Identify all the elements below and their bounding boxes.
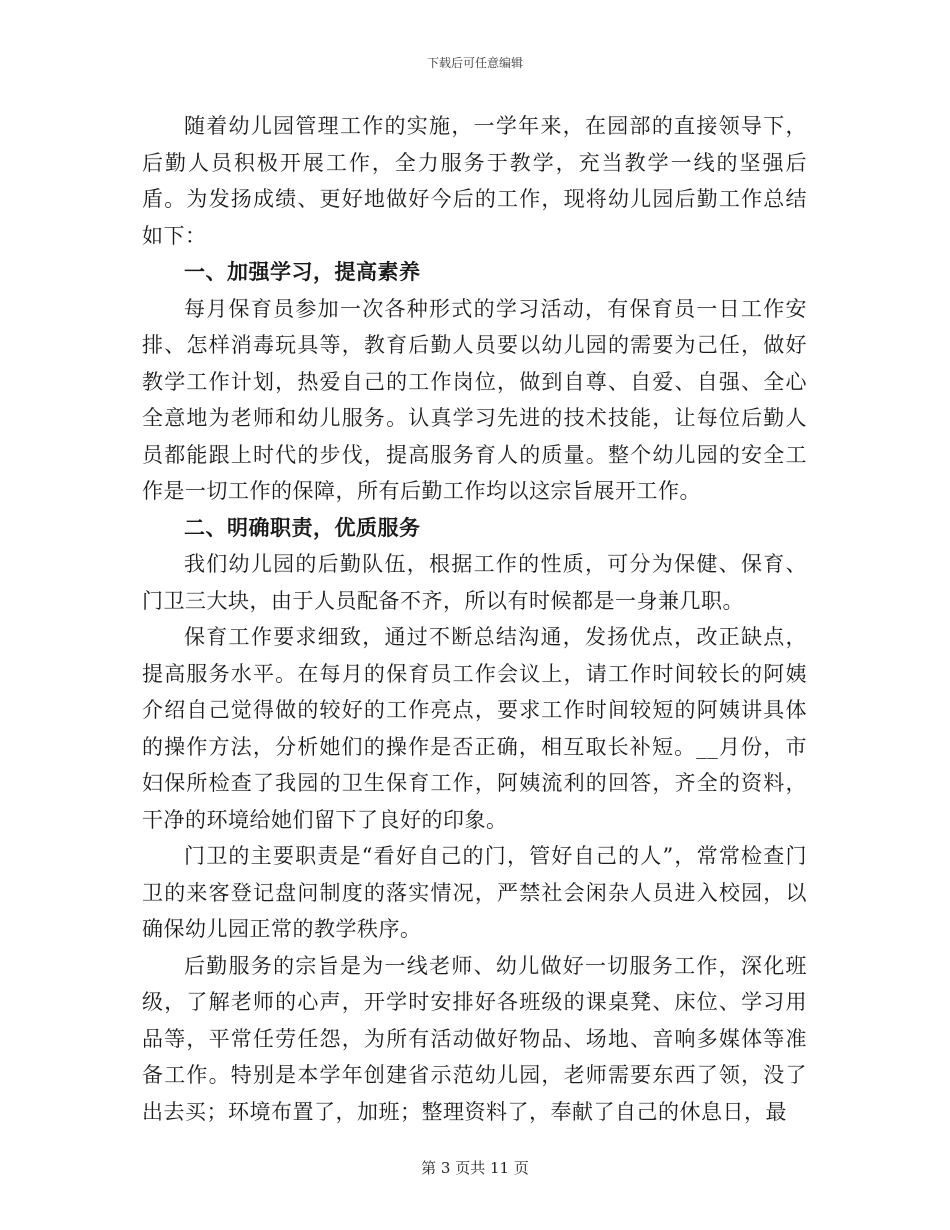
paragraph-intro: 随着幼儿园管理工作的实施，一学年来，在园部的直接领导下，后勤人员积极开展工作，全力服务于教学，充当教学一线的坚强后盾。为发扬成绩、更好地做好今后的工作，现将幼儿园后勤工作总结如下： bbox=[142, 114, 807, 248]
page-footer: 第 3 页共 11 页 bbox=[421, 1159, 529, 1177]
paragraph-study: 每月保育员参加一次各种形式的学习活动，有保育员一日工作安排、怎样消毒玩具等，教育后勤人员要以幼儿园的需要为己任，做好教学工作计划，热爱自己的工作岗位，做到自尊、自爱、自强、全心全意地为老师和幼儿服务。认真学习先进的技术技能，让每位后勤人员都能跟上时代的步伐，提高服务育人的质量。整个幼儿园的安全工作是一切工作的保障，所有后勤工作均以这宗旨展开工作。 bbox=[142, 296, 807, 503]
paragraph-service: 后勤服务的宗旨是为一线老师、幼儿做好一切服务工作，深化班级，了解老师的心声，开学时安排好各班级的课桌凳、床位、学习用品等，平常任劳任怨，为所有活动做好物品、场地、音响多媒体等准备工作。特别是本学年创建省示范幼儿园，老师需要东西了领，没了出去买；环境布置了，加班；整理资料了，奉献了自己的休息日，最 bbox=[142, 953, 807, 1124]
paragraph-team: 我们幼儿园的后勤队伍，根据工作的性质，可分为保健、保育、门卫三大块，由于人员配备不齐，所以有时候都是一身兼几职。 bbox=[142, 552, 807, 613]
document-body bbox=[142, 108, 807, 1130]
paragraph-guard: 门卫的主要职责是“看好自己的门，管好自己的人”，常常检查门卫的来客登记盘问制度的落实情况，严禁社会闲杂人员进入校园，以确保幼儿园正常的教学秩序。 bbox=[142, 844, 807, 941]
paragraph-childcare: 保育工作要求细致，通过不断总结沟通，发扬优点，改正缺点，提高服务水平。在每月的保育员工作会议上，请工作时间较长的阿姨介绍自己觉得做的较好的工作亮点，要求工作时间较短的阿姨讲具体的操作方法，分析她们的操作是否正确，相互取长补短。__月份，市妇保所检查了我园的卫生保育工作，阿姨流利的回答，齐全的资料，干净的环境给她们留下了良好的印象。 bbox=[142, 625, 807, 832]
section-heading-1: 一、加强学习，提高素养 bbox=[184, 260, 421, 284]
section-heading-2: 二、明确职责，优质服务 bbox=[184, 515, 421, 540]
page-header: 下载后可任意编辑 bbox=[426, 56, 523, 70]
